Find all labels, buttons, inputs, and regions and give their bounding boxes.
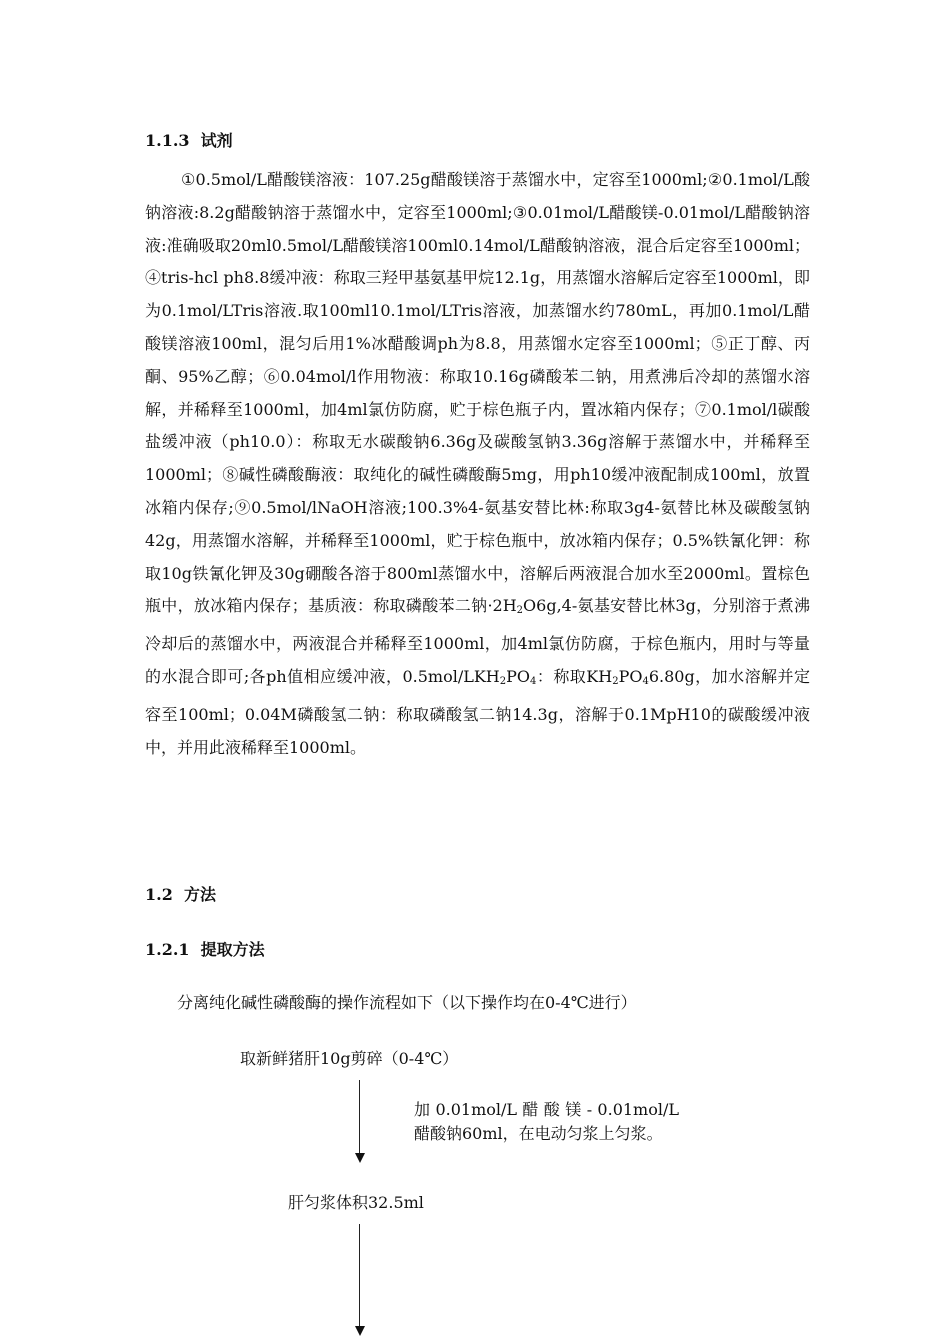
section-heading-extraction: 1.2.1 提取方法 [145, 940, 265, 959]
reagents-paragraph: ①0.5mol/L醋酸镁溶液：107.25g醋酸镁溶于蒸馏水中，定容至1000ml;②0.1mol/L酸钠溶液:8.2g醋酸钠溶于蒸馏水中，定容至1000ml;③0.01mol/L醋酸镁-0.01mol/L醋酸钠溶液:准确吸取20ml0.5mol/L醋酸镁溶100ml0.14mol/L醋酸钠溶液，混合后定容至1000ml；④tris-hcl ph8.8缓冲液：称取三羟甲基氨基甲烷12.1g，用蒸馏水溶解后定容至1000ml，即为0.1mol/LTris溶液.取100ml10.1mol/LTris溶液，加蒸馏水约780mL，再加0.1mol/L醋酸镁溶液100ml，混匀后用1%冰醋酸调ph为8.8，用蒸馏水定容至1000ml；⑤正丁醇、丙酮、95%乙醇；⑥0.04mol/l作用物液：称取10.16g磷酸苯二钠，用煮沸后冷却的蒸馏水溶解，并稀释至1000ml，加4ml氯仿防腐，贮于棕色瓶子内，置冰箱内保存；⑦0.1mol/l碳酸盐缓冲液（ph10.0）：称取无水碳酸钠6.36g及碳酸氢钠3.36g溶解于蒸馏水中，并稀释至1000ml；⑧碱性磷酸酶液：取纯化的碱性磷酸酶5mg，用ph10缓冲液配制成100ml，放置冰箱内保存;⑨0.5mol/lNaOH溶液;100.3%4-氨基安替比林:称取3g4-氨替比林及碳酸氢钠42g，用蒸馏水溶解，并稀释至1000ml，贮于棕色瓶中，放冰箱内保存；0.5%铁氰化钾：称取10g铁氰化钾及30g硼酸各溶于800ml蒸馏水中，溶解后两液混合加水至2000ml。置棕色瓶中，放冰箱内保存；基质液：称取磷酸苯二钠$\cdot 2H_2O6g,4-$氨基安替比林3g，分别溶于煮沸冷却后的蒸馏水中，两液混合并稀释至1000ml，加4ml氯仿防腐，于棕色瓶内，用时与等量的水混合即可;各ph值相应缓冲液，$0.5mol/LKH_2PO_4$：称取$KH_2PO_46.80g$，加水溶解并定容至100ml；0.04M磷酸氢二钠：称取磷酸氢二钠14.3g，溶解于0.1MpH10的碳酸缓冲液中，并用此液稀释至1000ml。 [145, 170, 810, 757]
flow-intro: 分离纯化碱性磷酸酶的操作流程如下（以下操作均在0-4℃进行） [177, 993, 637, 1012]
flow-arrow-line-1 [359, 1080, 360, 1154]
flow-note-1: 加 0.01mol/L 醋 酸 镁 - 0.01mol/L醋酸钠60ml，在电动匀浆上匀浆。 [414, 1100, 679, 1143]
section-heading-methods: 1.2 方法 [145, 885, 216, 904]
flow-arrow-line-2 [359, 1224, 360, 1326]
flow-arrow-head-2 [355, 1326, 365, 1336]
flow-arrow-head-1 [355, 1153, 365, 1163]
flow-step-1: 取新鲜猪肝10g剪碎（0-4℃） [240, 1049, 459, 1068]
flow-step-2: 肝匀浆体积32.5ml [288, 1193, 424, 1212]
section-heading-reagents: 1.1.3 试剂 [145, 131, 233, 150]
